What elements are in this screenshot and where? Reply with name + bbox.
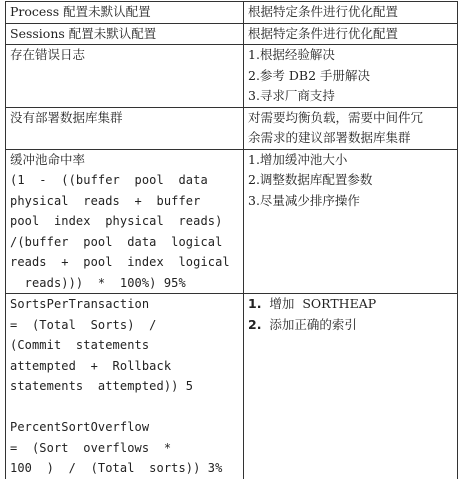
item-number: 1.	[248, 296, 262, 311]
solution-item: 2.调整数据库配置参数	[248, 172, 373, 187]
issue-cell: Sessions 配置未默认配置	[6, 23, 244, 45]
table-row	[6, 2, 458, 24]
metric-title: 缓冲池命中率	[10, 151, 86, 167]
solution-item: 2.参考 DB2 手册解决	[248, 67, 371, 83]
formula-line: (1 - ((buffer pool data	[10, 173, 208, 187]
formula-line: attempted + Rollback	[10, 358, 172, 373]
formula-line: reads + pool index logical	[10, 255, 230, 269]
solution-line: 余需求的建议部署数据库集群	[248, 130, 411, 145]
item-number: 2.	[248, 316, 262, 332]
solution-item: 1.增加缓冲池大小	[248, 151, 348, 167]
formula-line: PercentSortOverflow	[10, 420, 150, 434]
solution-item: 1.根据经验解决	[248, 47, 335, 62]
formula-line: statements attempted)) 5	[10, 379, 194, 393]
solution-item: 3.寻求厂商支持	[248, 88, 335, 103]
solution-cell	[244, 149, 458, 294]
solution-item	[248, 294, 453, 315]
solution-item	[248, 315, 453, 336]
issue-cell: Process 配置未默认配置	[6, 2, 244, 24]
formula-line: = (Sort overflows *	[10, 440, 172, 455]
item-text: 添加正确的索引	[261, 316, 357, 332]
formula-line: /(buffer pool data logical	[10, 234, 223, 249]
table-row	[6, 45, 458, 108]
config-table	[5, 1, 458, 479]
issue-cell: 没有部署数据库集群	[6, 107, 244, 149]
issue-cell: 存在错误日志	[6, 45, 244, 108]
spacer	[10, 397, 239, 418]
table-row	[6, 107, 458, 149]
solution-cell: 根据特定条件进行优化配置	[244, 23, 458, 45]
issue-cell	[6, 149, 244, 294]
solution-cell	[244, 294, 458, 479]
formula-line: (Commit statements	[10, 338, 150, 352]
issue-cell	[6, 294, 244, 479]
formula-line: SortsPerTransaction	[10, 297, 150, 311]
table-row	[6, 149, 458, 294]
solution-line: 对需要均衡负载，需要中间件冗	[248, 109, 424, 125]
solution-cell	[244, 45, 458, 108]
formula-line: physical reads + buffer	[10, 193, 201, 208]
table-row	[6, 294, 458, 479]
table-row	[6, 23, 458, 45]
item-text: 增加 SORTHEAP	[261, 296, 377, 311]
formula-line: pool index physical reads)	[10, 214, 223, 228]
formula-line: reads))) * 100%) 95%	[10, 275, 186, 290]
solution-cell: 根据特定条件进行优化配置	[244, 2, 458, 24]
solution-cell	[244, 107, 458, 149]
formula-line: = (Total Sorts) /	[10, 317, 157, 332]
formula-line: 100 ) / (Total sorts)) 3%	[10, 461, 223, 475]
solution-item: 3.尽量减少排序操作	[248, 192, 360, 208]
